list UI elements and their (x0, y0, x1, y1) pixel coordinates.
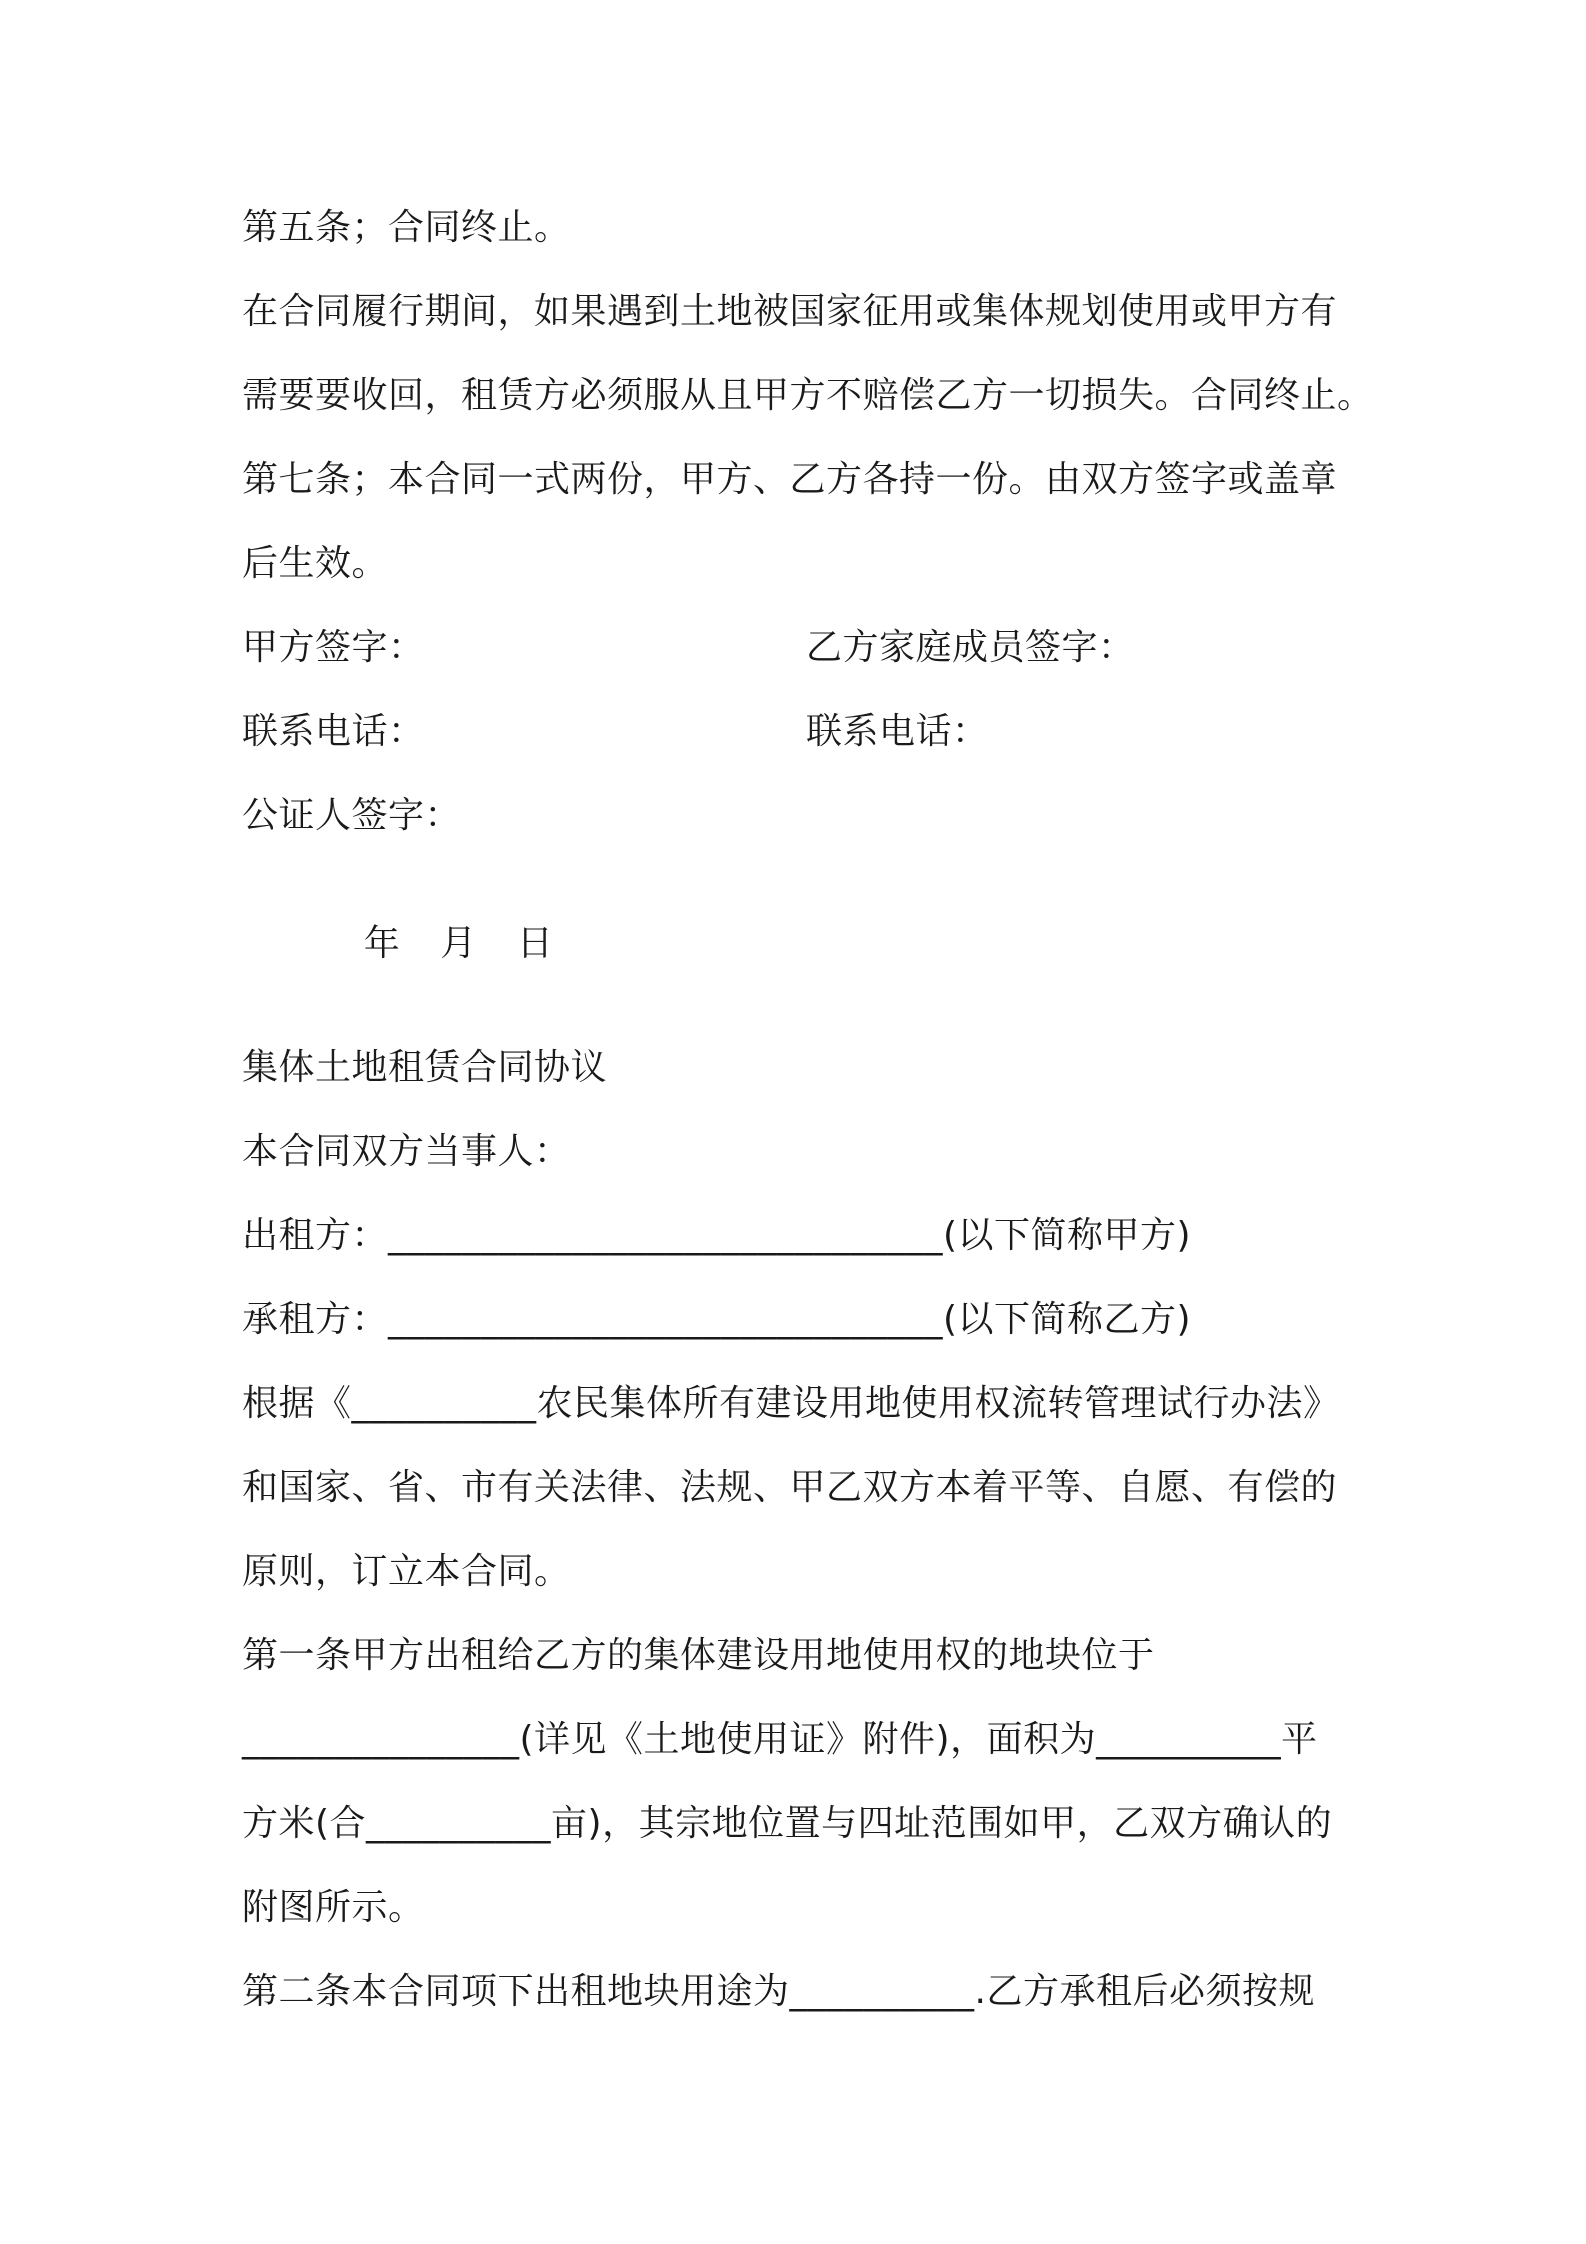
article-1-line-4: 附图所示。 (242, 1887, 425, 1928)
date-month: 月 (440, 923, 477, 964)
basis-line-1: 根据《__________农民集体所有建设用地使用权流转管理试行办法》 (242, 1383, 1340, 1424)
article-7-text-line-1: 第七条；本合同一式两份，甲方、乙方各持一份。由双方签字或盖章 (242, 459, 1338, 500)
basis-line-2: 和国家、省、市有关法律、法规、甲乙双方本着平等、自愿、有偿的 (242, 1467, 1338, 1508)
article-1-line-2: _______________(详见《土地使用证》附件)，面积为__________平 (242, 1719, 1318, 1760)
contract-title: 集体土地租赁合同协议 (242, 1047, 608, 1088)
article-2-line-1: 第二条本合同项下出租地块用途为__________.乙方承租后必须按规 (242, 1971, 1315, 2012)
notary-signature-label: 公证人签字： (242, 795, 462, 836)
basis-line-3: 原则，订立本合同。 (242, 1551, 571, 1592)
lessee-line: 承租方：______________________________(以下简称乙方) (242, 1299, 1192, 1340)
article-5-text-line-1: 在合同履行期间，如果遇到土地被国家征用或集体规划使用或甲方有 (242, 291, 1338, 332)
article-5-title: 第五条；合同终止。 (242, 207, 571, 248)
date-year: 年 (363, 923, 401, 964)
article-1-line-1: 第一条甲方出租给乙方的集体建设用地使用权的地块位于 (242, 1635, 1155, 1676)
party-b-phone-label: 联系电话： (806, 711, 989, 752)
article-5-text-line-2: 需要要收回，租赁方必须服从且甲方不赔偿乙方一切损失。合同终止。 (242, 375, 1374, 416)
date-line (316, 878, 593, 1010)
article-1-line-3: 方米(合__________亩)，其宗地位置与四址范围如甲，乙双方确认的 (242, 1803, 1333, 1844)
party-a-phone-label: 联系电话： (242, 711, 425, 752)
party-a-signature-label: 甲方签字： (242, 627, 425, 668)
party-b-signature-label: 乙方家庭成员签字： (806, 627, 1135, 668)
article-7-text-line-2: 后生效。 (242, 543, 389, 584)
lessor-line: 出租方：______________________________(以下简称甲方) (242, 1215, 1192, 1256)
date-day: 日 (516, 923, 554, 964)
parties-intro: 本合同双方当事人： (242, 1131, 571, 1172)
